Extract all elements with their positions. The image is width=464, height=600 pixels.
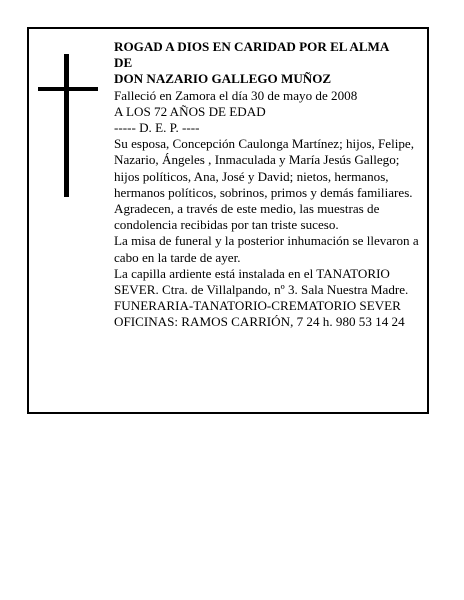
funeral-home-name: FUNERARIA-TANATORIO-CREMATORIO SEVER	[114, 298, 401, 314]
chapel-info: La capilla ardiente está instalada en el TANATORIO SEVER. Ctra. de Villalpando, nº 3. Sala Nuestra Madre.	[114, 265, 409, 298]
latin-cross-icon	[38, 54, 98, 197]
family-members: Su esposa, Concepción Caulonga Martínez; hijos, Felipe, Nazario, Ángeles , Inmaculada y María Jesús Gallego; hijos políticos, Ana, José y David; nietos, hermanos, hermanos políticos, sobrinos, primos y demás familiares.	[114, 136, 415, 200]
thanks-message: Agradecen, a través de este medio, las muestras de condolencia recibidas por tan triste suceso.	[114, 201, 380, 233]
rest-in-peace: ----- D. E. P. ----	[114, 120, 200, 136]
notice-heading-line-2: DE	[114, 55, 133, 71]
cross-vertical-bar	[64, 54, 69, 197]
notice-heading-line-1: ROGAD A DIOS EN CARIDAD POR EL ALMA	[114, 39, 390, 54]
death-info: Falleció en Zamora el día 30 de mayo de 2008	[114, 87, 358, 103]
age-at-death: A LOS 72 AÑOS DE EDAD	[114, 103, 266, 119]
cross-horizontal-bar	[38, 87, 98, 91]
funeral-home-offices: OFICINAS: RAMOS CARRIÓN, 7 24 h. 980 53 14 24	[114, 314, 405, 330]
deceased-name: DON NAZARIO GALLEGO MUÑOZ	[114, 71, 332, 87]
obituary-text	[114, 39, 426, 331]
funeral-info: La misa de funeral y la posterior inhumación se llevaron a cabo en la tarde de ayer.	[114, 233, 419, 265]
